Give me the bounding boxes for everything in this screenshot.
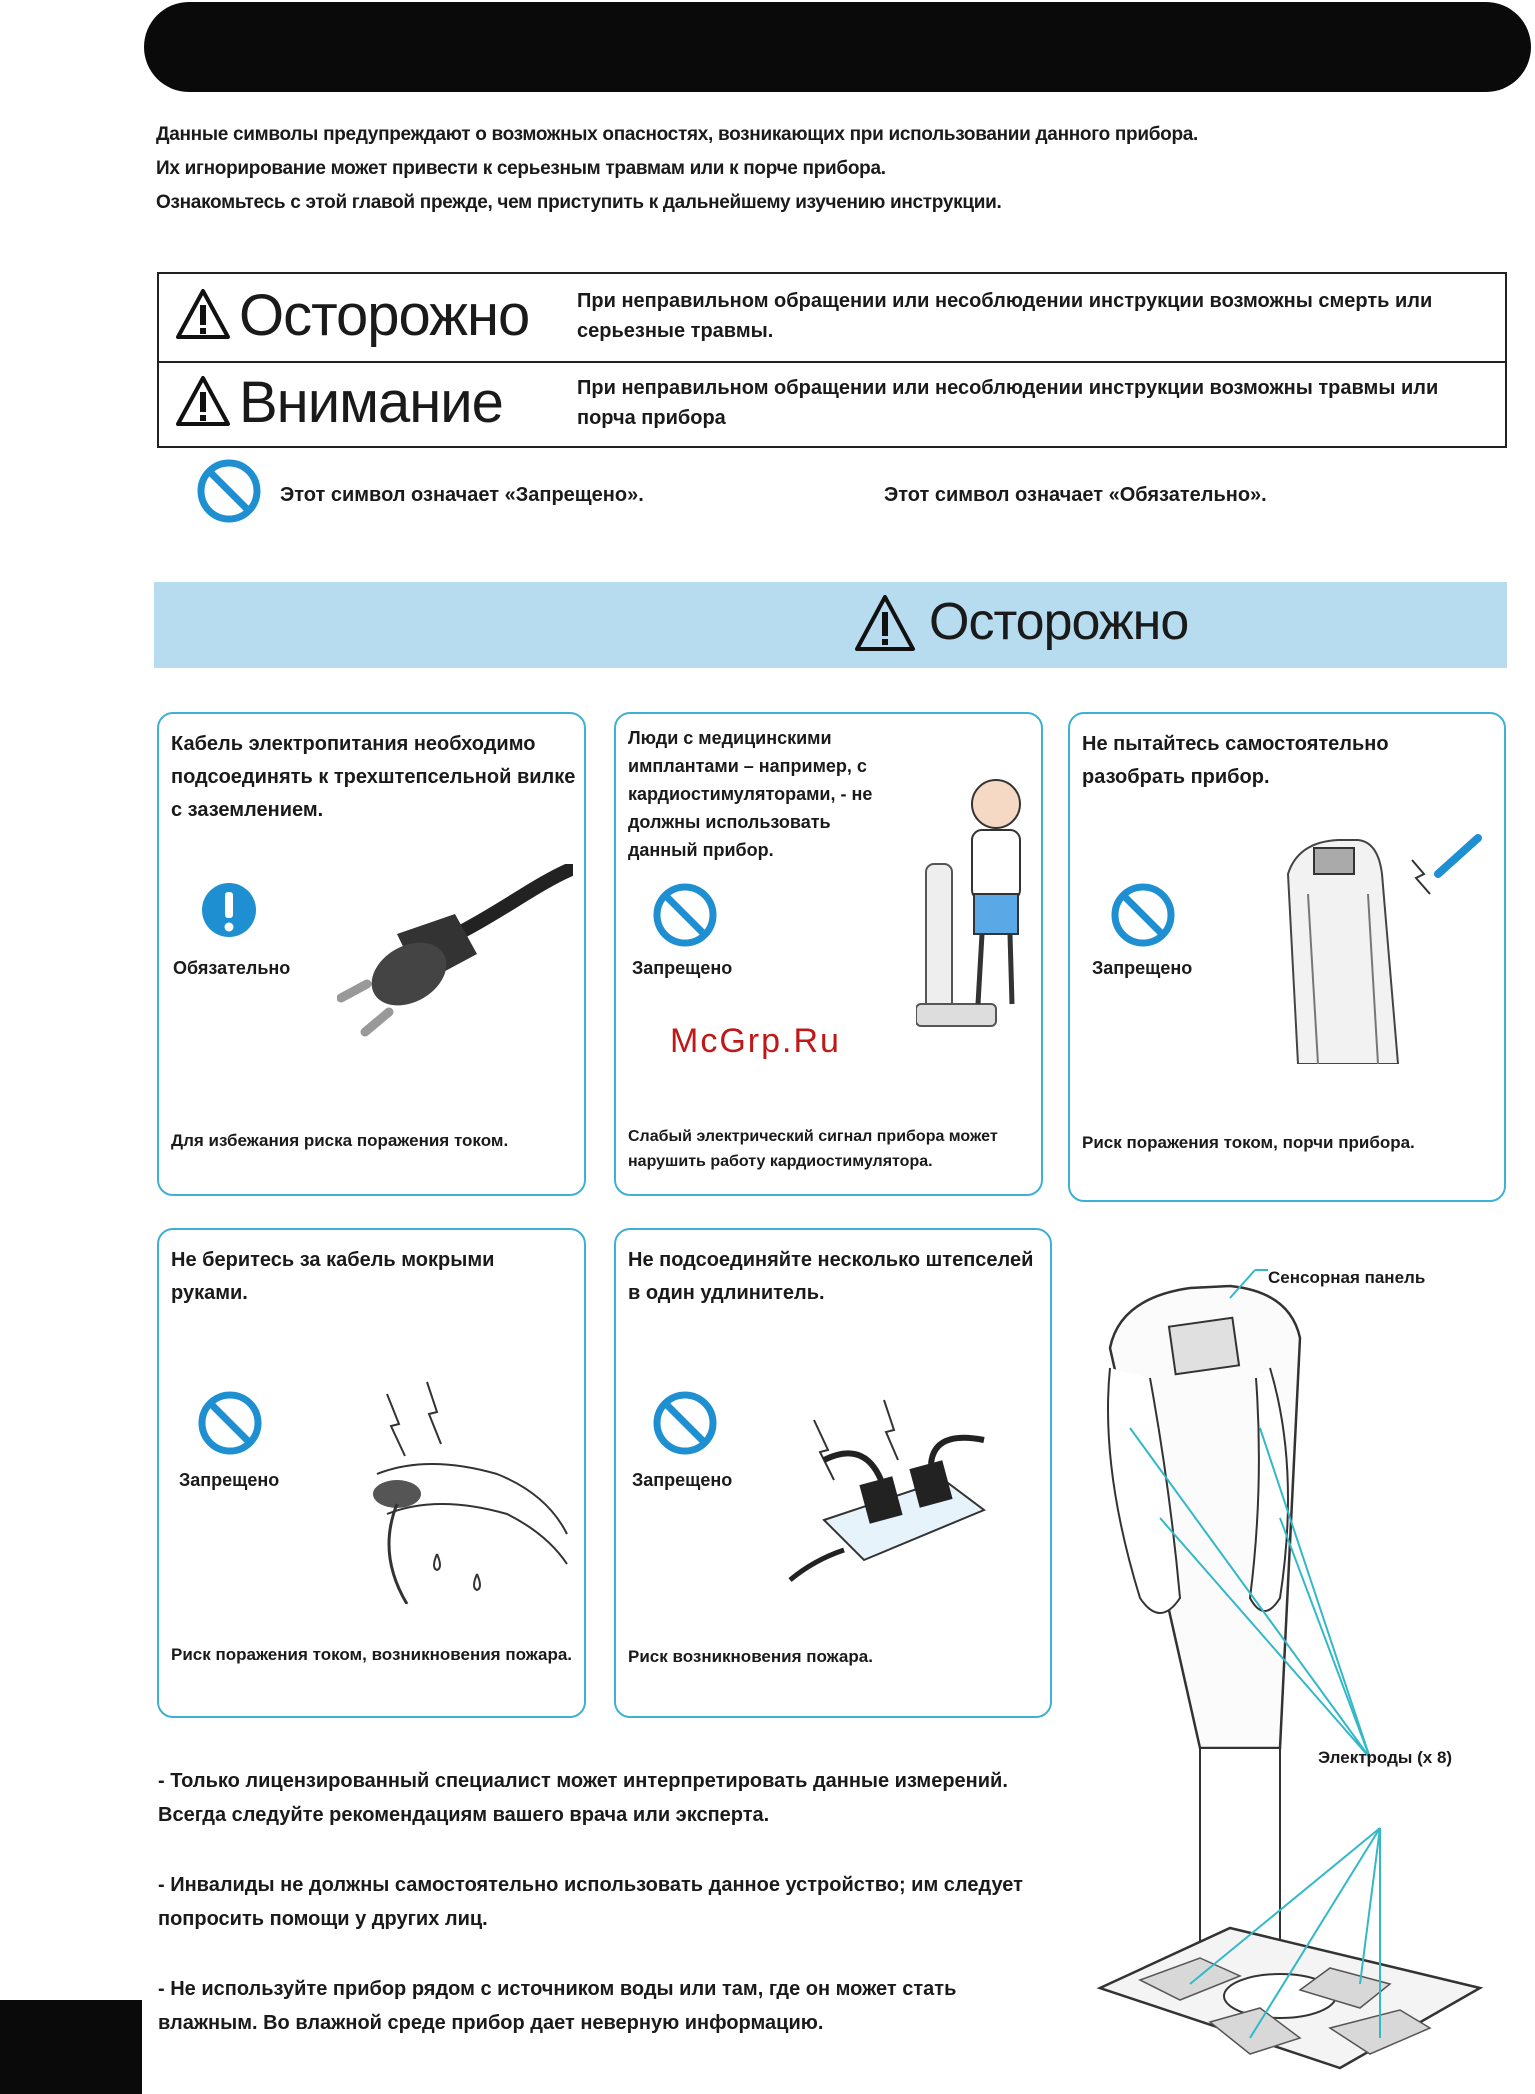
forbidden-icon: [196, 458, 262, 524]
card-label: Запрещено: [1092, 958, 1193, 978]
card-grounded-plug: [157, 712, 586, 1196]
card-label: Запрещено: [632, 958, 733, 978]
note-2: - Инвалиды не должны самостоятельно использовать данное устройство; им следует попросить помощи у других лиц.: [158, 1874, 1023, 1930]
legend-row-caution: [159, 274, 1505, 363]
forbidden-symbol-text: Этот символ означает «Запрещено».: [280, 484, 644, 506]
card-footer: Риск возникновения пожара.: [628, 1647, 873, 1666]
card-label: Запрещено: [632, 1470, 733, 1490]
device-disassembly-icon: [1278, 834, 1488, 1064]
card-wet-hands: [157, 1228, 586, 1718]
card-title: Люди с медицинскими имплантами – например, с кардиостимуляторами, - не должны использовать данный прибор.: [628, 728, 873, 860]
card-implants: [614, 712, 1043, 1196]
legend-row-attention: [159, 361, 1505, 448]
forbidden-icon: [652, 882, 718, 948]
card-footer: Слабый электрический сигнал прибора может нарушить работу кардиостимулятора.: [628, 1128, 998, 1170]
caution-description: При неправильном обращении или несоблюдении инструкции возможны смерть или серьезные травмы.: [577, 290, 1433, 342]
warning-legend-table: [157, 272, 1507, 448]
sensor-panel-label: Сенсорная панель: [1268, 1268, 1426, 1287]
plug-illustration-icon: [337, 864, 573, 1050]
forbidden-icon: [1110, 882, 1176, 948]
forbidden-icon: [652, 1390, 718, 1456]
mandatory-icon: [201, 882, 257, 952]
banner-title: Осторожно: [929, 593, 1189, 651]
wet-hand-plug-icon: [347, 1364, 577, 1604]
intro-line-3: Ознакомьтесь с этой главой прежде, чем приступить к дальнейшему изучению инструкции.: [156, 192, 1002, 213]
body-composition-analyzer-icon: [1080, 1268, 1500, 2080]
card-power-strip: [614, 1228, 1052, 1718]
warning-triangle-icon: [175, 375, 231, 427]
warning-triangle-icon: [175, 288, 231, 340]
card-footer: Риск поражения током, возникновения пожара.: [171, 1645, 573, 1664]
forbidden-icon: [197, 1390, 263, 1456]
card-title: Не пытайтесь самостоятельно разобрать прибор.: [1082, 733, 1389, 788]
watermark: McGrp.Ru: [670, 1022, 841, 1060]
person-with-pacemaker-icon: [916, 754, 1036, 1034]
card-title: Не беритесь за кабель мокрыми руками.: [171, 1249, 495, 1304]
note-1: - Только лицензированный специалист может интерпретировать данные измерений. Всегда следуйте рекомендациям вашего врача или эксперта.: [158, 1770, 1008, 1826]
card-title: Не подсоединяйте несколько штепселей в один удлинитель.: [628, 1249, 1034, 1304]
warning-triangle-icon: [854, 594, 916, 652]
intro-line-2: Их игнорирование может привести к серьезным травмам или к порче прибора.: [156, 158, 886, 179]
bottom-notes: [158, 1764, 1058, 2040]
caution-banner: [154, 582, 1507, 668]
card-label: Запрещено: [179, 1470, 280, 1490]
attention-title: Внимание: [239, 370, 503, 435]
card-disassemble: [1068, 712, 1506, 1202]
header-bar: [144, 2, 1531, 92]
electrodes-label: Электроды (x 8): [1318, 1748, 1453, 1767]
intro-line-1: Данные символы предупреждают о возможных опасностях, возникающих при использовании данного прибора.: [156, 124, 1199, 145]
attention-description: При неправильном обращении или несоблюдении инструкции возможны травмы или порча прибора: [577, 377, 1439, 429]
caution-title: Осторожно: [239, 283, 530, 348]
page-number-block: [0, 2000, 142, 2094]
card-footer: Для избежания риска поражения током.: [171, 1131, 509, 1150]
card-footer: Риск поражения током, порчи прибора.: [1082, 1133, 1415, 1152]
card-label: Обязательно: [173, 958, 291, 978]
note-3: - Не используйте прибор рядом с источником воды или там, где он может стать влажным. Во влажной среде прибор дает неверную информацию.: [158, 1978, 957, 2034]
card-title: Кабель электропитания необходимо подсоединять к трехштепсельной вилке с заземлением.: [171, 733, 576, 821]
power-strip-icon: [784, 1380, 1034, 1590]
mandatory-symbol-text: Этот символ означает «Обязательно».: [884, 484, 1267, 506]
intro-text: [156, 118, 1516, 220]
